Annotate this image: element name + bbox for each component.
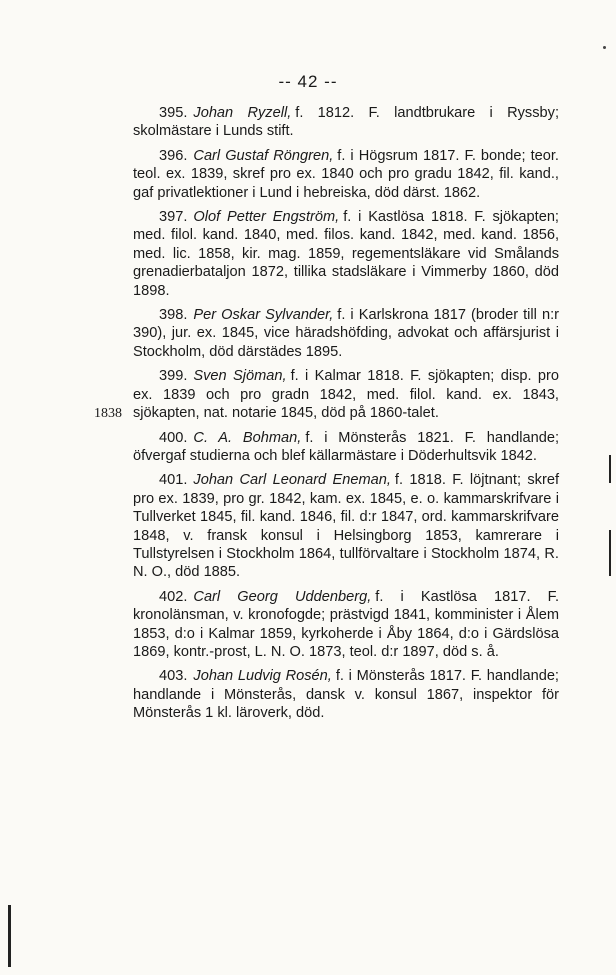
entry-name: Carl Georg Uddenberg, <box>193 588 372 605</box>
entry-398 <box>133 306 559 361</box>
entry-text: f. 1818. F. löjtnant; skref pro ex. 1839, pro gr. 1842, kam. ex. 1845, e. o. kammarskrifvare i Tullverket 1845, fil. kand. 1846, fil. d:r 1847, ord. kammarskrifvare 1848, v. fransk konsul i Helsingborg 1853, kamrerare i Tullstyrelsen i Stockholm 1864, tullförvaltare i Stockholm 1874, R. N. O., död 1885. <box>133 472 560 581</box>
entry-number: 402. <box>159 588 188 605</box>
entry-number: 401. <box>159 472 188 489</box>
entry-name: C. A. Bohman, <box>193 429 302 446</box>
text-column <box>133 104 559 729</box>
entry-395 <box>133 104 559 141</box>
entry-text: f. i Kalmar 1818. F. sjökapten; disp. pro ex. 1839 och pro gradn 1842, med. filol. kand. ex. 1843, sjökapten, nat. notarie 1845, död på 1860-talet. <box>133 368 560 422</box>
entry-399 <box>133 367 559 422</box>
page-number: -- 42 -- <box>278 72 338 91</box>
margin-note-year: 1838 <box>94 406 122 421</box>
entry-number: 395. <box>159 105 188 121</box>
entry-text: f. i Högsrum 1817. F. bonde; teor. teol. ex. 1839, skref pro ex. 1840 och pro gradu 1842, fil. kand., gaf privatlektioner i Lund i hebreiska, död därst. 1862. <box>133 147 559 201</box>
entry-number: 398. <box>159 307 188 324</box>
entry-number: 400. <box>159 429 188 446</box>
entry-number: 399. <box>159 368 188 385</box>
entry-402 <box>133 588 559 662</box>
scan-edge-mark-right-lower <box>609 530 611 576</box>
entry-401 <box>133 471 559 581</box>
entry-text: f. i Kastlösa 1817. F. kronolänsman, v. kronofogde; prästvigd 1841, komminister i Ålem 1853, d:o i Kalmar 1859, kyrkoherde i Åby 1864, d:o i Gärdslösa 1869, kontr.-prost, L. N. O. 1873, teol. d:r 1897, död s. å. <box>133 588 559 660</box>
entry-name: Johan Carl Leonard Eneman, <box>193 472 391 489</box>
entry-400 <box>133 429 559 466</box>
entry-text: f. i Mönsterås 1821. F. handlande; öfvergaf studierna och blef källarmästare i Döderhultsvik 1842. <box>133 429 559 464</box>
entry-text: f. i Karlskrona 1817 (broder till n:r 390), jur. ex. 1845, vice häradshöfding, advokat och affärsjurist i Stockholm, död därstädes 1895. <box>133 307 559 360</box>
entry-name: Johan Ludvig Rosén, <box>193 668 332 685</box>
entry-name: Olof Petter Engström, <box>193 209 340 226</box>
entry-397 <box>133 208 559 300</box>
entry-403 <box>133 667 559 722</box>
entry-name: Per Oskar Sylvander, <box>193 307 334 324</box>
entry-name: Carl Gustaf Röngren, <box>193 147 334 164</box>
entry-text: f. 1812. F. landtbrukare i Ryssby; skolmästare i Lunds stift. <box>133 105 559 140</box>
scan-edge-mark-right-upper <box>609 455 611 483</box>
entry-text: f. i Kastlösa 1818. F. sjökapten; med. filol. kand. 1840, med. filos. kand. 1842, med. kand. 1856, med. lic. 1858, kir. mag. 1859, regementsläkare vid Smålands grenadierbataljon 1872, tillika stadsläkare i Vimmerby 1860, död 1898. <box>133 209 559 299</box>
entry-name: Johan Ryzell, <box>193 105 292 121</box>
scan-bleed-dot <box>603 46 606 49</box>
entry-396 <box>133 147 559 202</box>
entry-text: f. i Mönsterås 1817. F. handlande; handlande i Mönsterås, dansk v. konsul 1867, inspektor för Mönsterås 1 kl. läroverk, död. <box>133 668 559 722</box>
entry-number: 403. <box>159 668 188 685</box>
entry-name: Sven Sjöman, <box>193 368 287 385</box>
entry-number: 397. <box>159 209 188 226</box>
entry-number: 396. <box>159 147 188 164</box>
scan-edge-mark-left <box>8 905 11 967</box>
